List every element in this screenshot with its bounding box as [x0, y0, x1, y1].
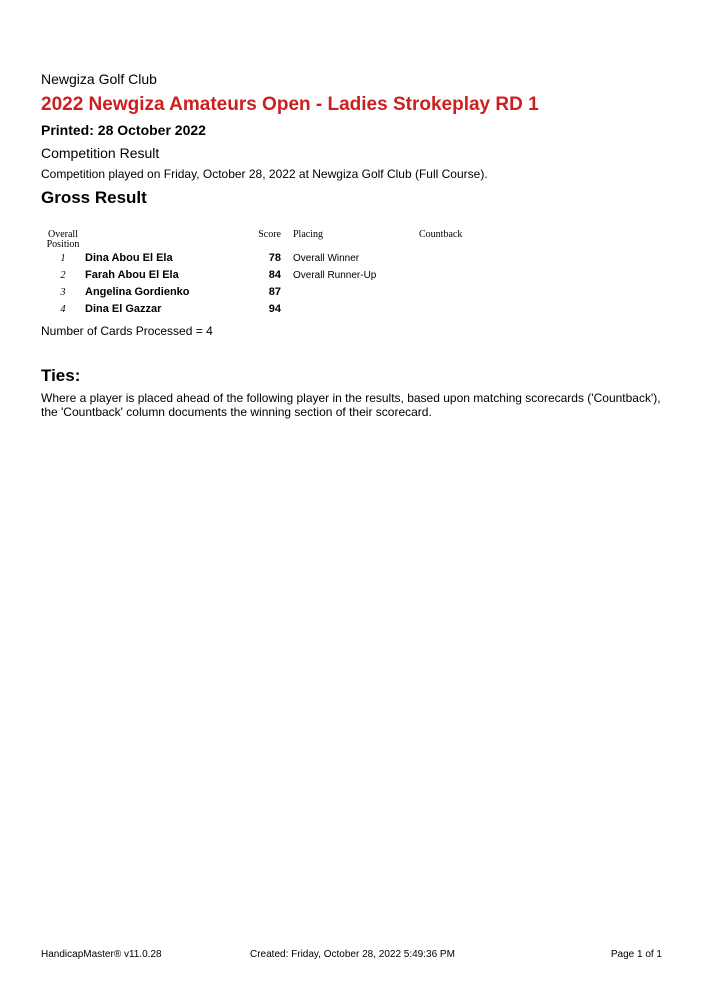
row-placing: Overall Winner	[293, 253, 360, 264]
row-position: 1	[60, 253, 66, 264]
competition-subtitle: Competition Result	[41, 145, 160, 161]
row-position: 4	[60, 304, 66, 315]
column-header-position-line2: Position	[46, 239, 80, 250]
row-position: 3	[60, 287, 66, 298]
row-score: 78	[268, 252, 281, 264]
club-name: Newgiza Golf Club	[41, 71, 157, 87]
ties-heading: Ties:	[41, 366, 81, 385]
row-score: 94	[268, 303, 281, 315]
column-header-position-line1: Overall	[48, 229, 78, 240]
footer-software-version: HandicapMaster® v11.0.28	[41, 949, 162, 960]
column-header-placing: Placing	[293, 229, 323, 240]
row-score: 84	[268, 269, 281, 281]
gross-result-heading: Gross Result	[41, 188, 147, 207]
printed-date: Printed: 28 October 2022	[41, 122, 206, 138]
row-player-name: Dina El Gazzar	[85, 303, 162, 315]
row-position: 2	[60, 270, 66, 281]
column-header-score: Score	[258, 229, 281, 240]
competition-played-info: Competition played on Friday, October 28, 2022 at Newgiza Golf Club (Full Course).	[41, 167, 488, 181]
competition-title: 2022 Newgiza Amateurs Open - Ladies Strokeplay RD 1	[41, 94, 539, 115]
row-player-name: Angelina Gordienko	[85, 286, 190, 298]
row-placing: Overall Runner-Up	[293, 270, 377, 281]
ties-description: Where a player is placed ahead of the following player in the results, based upon matching scorecards ('Countback'), the 'Countback' column documents the winning section of their scorecard.	[41, 391, 661, 419]
footer-created-timestamp: Created: Friday, October 28, 2022 5:49:36 PM	[250, 949, 455, 960]
row-score: 87	[268, 286, 281, 298]
row-player-name: Dina Abou El Ela	[85, 252, 173, 264]
cards-processed: Number of Cards Processed = 4	[41, 324, 213, 338]
column-header-countback: Countback	[419, 229, 463, 240]
footer-page-number: Page 1 of 1	[610, 949, 662, 960]
row-player-name: Farah Abou El Ela	[85, 269, 179, 281]
